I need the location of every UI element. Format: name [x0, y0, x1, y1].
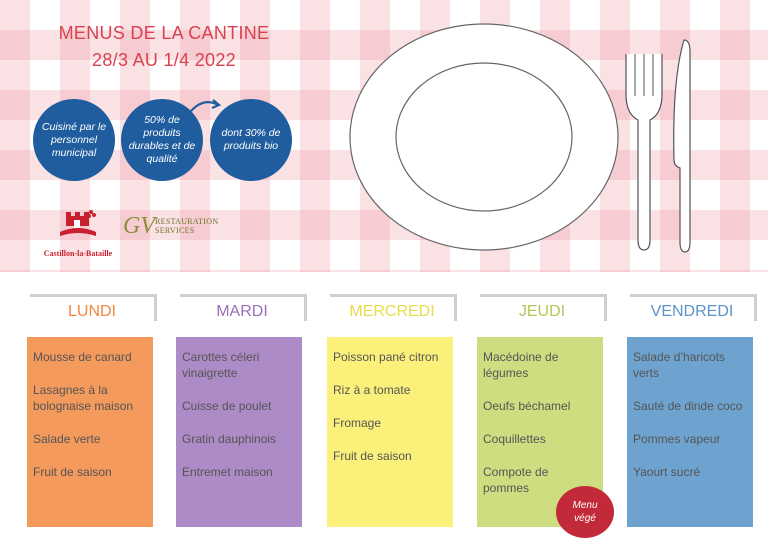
menu-item: Fruit de saison — [33, 465, 112, 479]
castle-icon — [58, 206, 98, 242]
menu-item: Compote de pommes — [483, 465, 549, 495]
curved-arrow-icon — [188, 95, 224, 117]
menu-item: Pommes vapeur — [633, 432, 721, 446]
menu-title: MENUS DE LA CANTINE — [58, 23, 270, 43]
day-label: JEUDI — [480, 294, 607, 321]
info-bubble-staff — [33, 99, 115, 181]
menu-item: Fromage — [333, 416, 382, 430]
town-logo — [38, 206, 118, 258]
menu-item: Mousse de canard — [33, 350, 132, 364]
menu-item: Cuisse de poulet — [182, 399, 272, 413]
caterer-name — [155, 217, 218, 235]
plate-icon — [348, 18, 620, 258]
menu-item: Gratin dauphinois — [182, 432, 277, 446]
menu-item: Sauté de dinde coco — [633, 399, 743, 413]
caterer-name-line1: RESTAURATION — [155, 217, 219, 226]
day-label: MERCREDI — [330, 294, 457, 321]
info-bubble-text: dont 30% de produits bio — [221, 127, 281, 152]
menu-item: Salade verte — [33, 432, 101, 446]
menu-date-range: 28/3 AU 1/4 2022 — [92, 50, 236, 70]
vegetarian-menu-badge — [556, 486, 614, 538]
day-header-lundi — [30, 294, 158, 322]
caterer-logo — [123, 203, 223, 263]
menu-item: Riz à a tomate — [333, 383, 411, 397]
cutlery-icon — [620, 38, 700, 258]
menu-card-mercredi — [327, 337, 453, 527]
caterer-logo-letters: GV — [123, 213, 155, 239]
badge-text: Menu végé — [572, 500, 598, 524]
day-label: MARDI — [180, 294, 307, 321]
day-label: VENDREDI — [630, 294, 757, 321]
menu-item: Lasagnes à la bolognaise maison — [33, 383, 134, 413]
menu-item: Poisson pané citron — [333, 350, 439, 364]
day-header-vendredi — [630, 294, 758, 322]
info-bubble-text: 50% de produits durables et de qualité — [128, 114, 196, 165]
menu-item: Coquillettes — [483, 432, 546, 446]
menu-card-vendredi — [627, 337, 753, 527]
menu-item: Oeufs béchamel — [483, 399, 571, 413]
day-header-mercredi — [330, 294, 458, 322]
info-bubble-text: Cuisiné par le personnel municipal — [41, 120, 107, 159]
day-header-jeudi — [480, 294, 608, 322]
day-label: LUNDI — [30, 294, 157, 321]
menu-item: Fruit de saison — [333, 449, 412, 463]
caterer-name-line2: SERVICES — [155, 226, 195, 235]
menu-item: Yaourt sucré — [633, 465, 701, 479]
menu-item: Salade d’haricots verts — [633, 350, 726, 380]
menu-card-lundi — [27, 337, 153, 527]
menu-item: Macédoine de légumes — [483, 350, 559, 380]
town-name: Castillon-la-Bataille — [43, 249, 113, 258]
day-header-mardi — [180, 294, 308, 322]
menu-item: Entremet maison — [182, 465, 273, 479]
menu-card-mardi — [176, 337, 302, 527]
menu-item: Carottes céleri vinaigrette — [182, 350, 260, 380]
